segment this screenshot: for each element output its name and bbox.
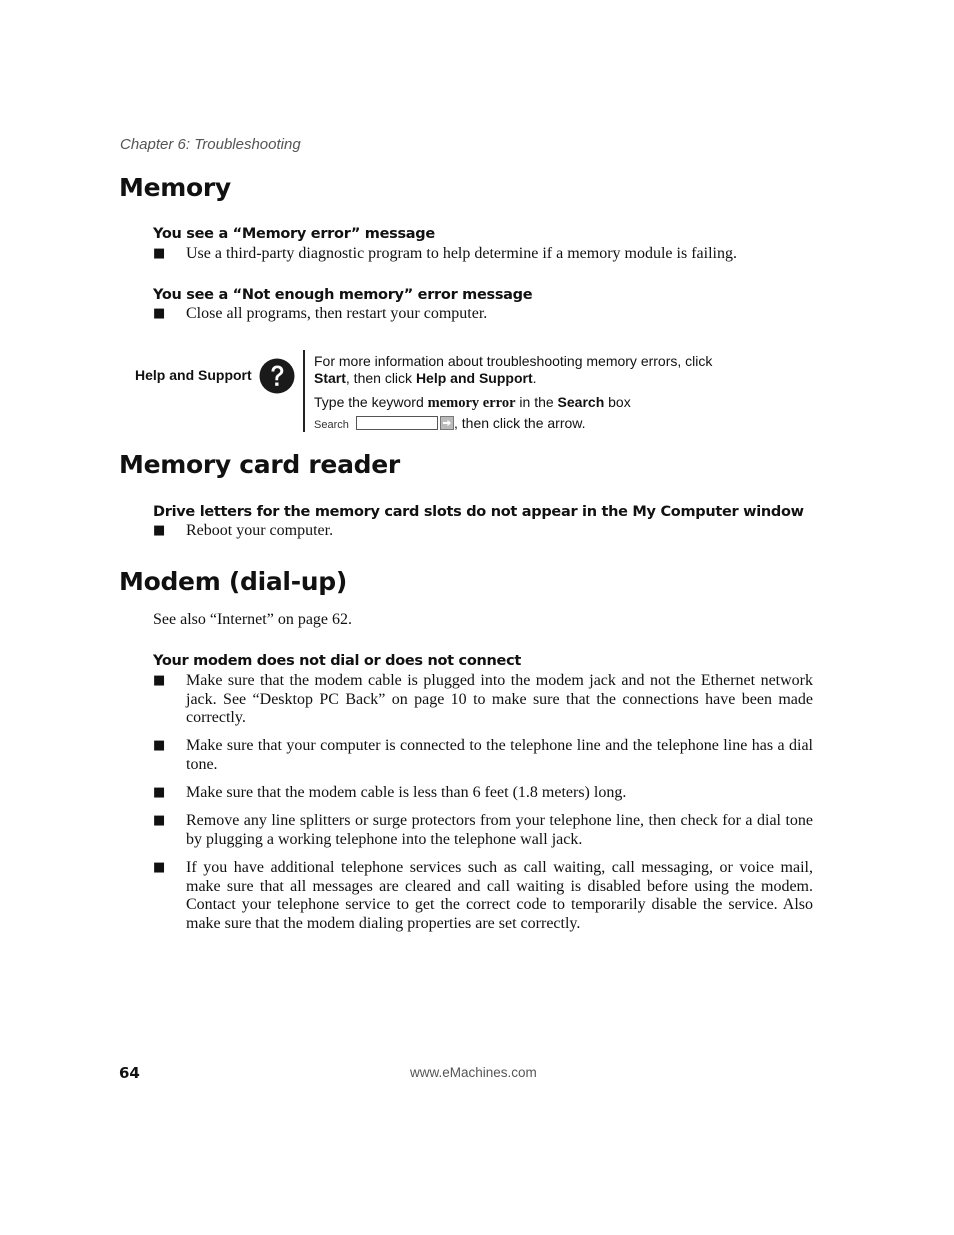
list-item-text: Reboot your computer. bbox=[186, 522, 334, 539]
list-item-text: Make sure that your computer is connected to the telephone line and the telephone line has a dial tone. bbox=[186, 737, 813, 773]
help-text-fragment: , then click the arrow. bbox=[454, 415, 586, 431]
bullet-icon: ■ bbox=[153, 738, 166, 753]
subheading-drive-letters: Drive letters for the memory card slots do not appear in the My Computer window bbox=[153, 504, 804, 520]
list-item bbox=[153, 305, 813, 324]
help-text-fragment: box bbox=[604, 394, 631, 410]
bullet-icon: ■ bbox=[153, 785, 166, 800]
list-item bbox=[153, 784, 813, 803]
help-text-fragment: in the bbox=[515, 394, 558, 410]
list-item-text: Remove any line splitters or surge protectors from your telephone line, then check for a dial tone by plugging a working telephone into the telephone wall jack. bbox=[186, 812, 813, 848]
see-also-text: See also “Internet” on page 62. bbox=[153, 611, 353, 628]
subheading-memory-error: You see a “Memory error” message bbox=[153, 226, 435, 242]
list-item bbox=[153, 672, 813, 728]
help-text-fragment: , then click bbox=[345, 370, 416, 386]
page-number: 64 bbox=[119, 1064, 140, 1082]
search-word-text: Search bbox=[557, 394, 605, 410]
running-head: Chapter 6: Troubleshooting bbox=[120, 136, 301, 153]
help-divider bbox=[303, 350, 305, 432]
help-text-line: For more information about troubleshooting memory errors, click bbox=[314, 353, 713, 369]
help-text-fragment: . bbox=[532, 370, 537, 386]
list-item-text: Use a third-party diagnostic program to help determine if a memory module is failing. bbox=[186, 245, 737, 262]
bullet-icon: ■ bbox=[153, 860, 166, 875]
list-item bbox=[153, 812, 813, 849]
help-text-line bbox=[314, 394, 744, 412]
list-item-text: Close all programs, then restart your computer. bbox=[186, 305, 488, 322]
bullet-icon: ■ bbox=[153, 523, 166, 538]
subheading-not-enough-memory: You see a “Not enough memory” error message bbox=[153, 287, 533, 303]
list-item bbox=[153, 245, 813, 264]
arrow-right-icon bbox=[440, 416, 454, 430]
search-input-illustration bbox=[356, 416, 438, 430]
section-heading-memory-card-reader: Memory card reader bbox=[119, 450, 400, 479]
list-item bbox=[153, 522, 813, 541]
list-item-text: If you have additional telephone services such as call waiting, call messaging, or voice mail, make sure that all messages are cleared and call waiting is disabled before using the modem. Contact your telephone service to get the correct code to temporarily disable the service. Also make sure that the modem dialing properties are set correctly. bbox=[186, 859, 813, 933]
section-heading-memory: Memory bbox=[119, 173, 231, 202]
help-support-text: Help and Support bbox=[415, 370, 533, 386]
subheading-modem-no-dial: Your modem does not dial or does not connect bbox=[153, 653, 522, 669]
bullet-icon: ■ bbox=[153, 306, 166, 321]
question-mark-icon bbox=[259, 358, 295, 394]
help-support-label: Help and Support bbox=[135, 367, 252, 383]
list-item bbox=[153, 859, 813, 934]
list-item-text: Make sure that the modem cable is less than 6 feet (1.8 meters) long. bbox=[186, 784, 627, 801]
bullet-icon: ■ bbox=[153, 673, 166, 688]
keyword-text: memory error bbox=[427, 395, 516, 411]
bullet-icon: ■ bbox=[153, 246, 166, 261]
start-text: Start bbox=[314, 370, 346, 386]
help-text-fragment: Type the keyword bbox=[314, 394, 428, 410]
bullet-icon: ■ bbox=[153, 813, 166, 828]
search-label: Search bbox=[314, 419, 349, 431]
section-heading-modem: Modem (dial-up) bbox=[119, 567, 347, 596]
list-item-text: Make sure that the modem cable is plugged into the modem jack and not the Ethernet network jack. See “Desktop PC Back” on page 10 to make sure that the connections have been made correctly. bbox=[186, 672, 813, 727]
footer-url: www.eMachines.com bbox=[410, 1065, 537, 1080]
help-text-line bbox=[314, 370, 744, 387]
list-item bbox=[153, 737, 813, 774]
search-illustration bbox=[314, 413, 586, 433]
